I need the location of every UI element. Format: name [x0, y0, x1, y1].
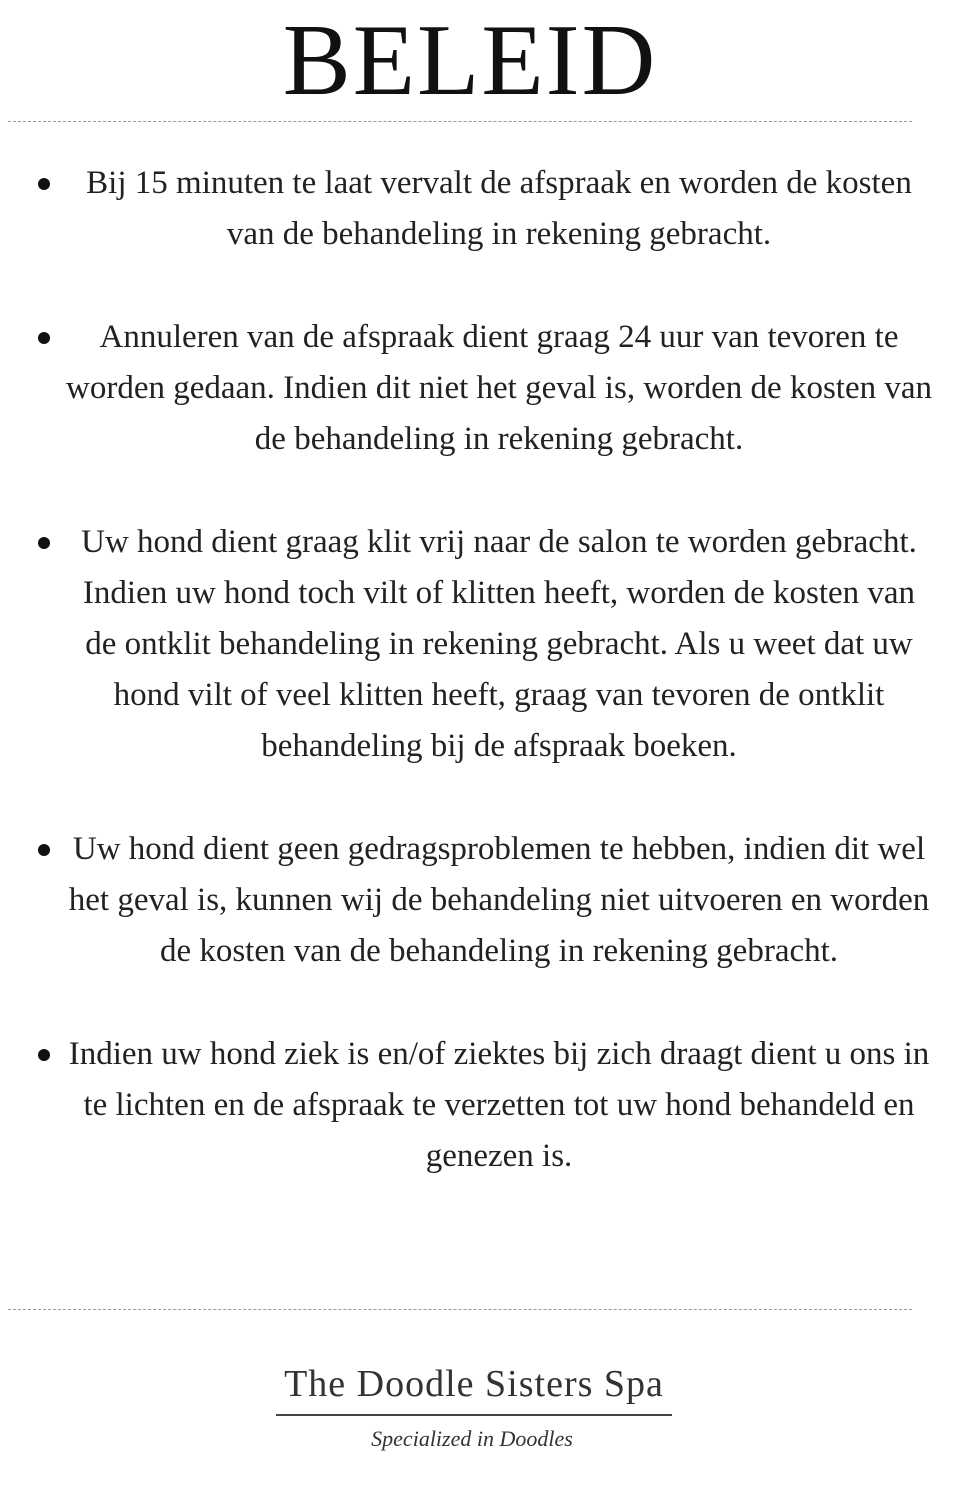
policy-text: Indien uw hond ziek is en/of ziektes bij zich draagt dient u ons in te lichten en de afspraak te verzetten tot uw hond behandeld en genezen is.: [68, 1036, 930, 1174]
policy-item-behavior: [0, 824, 960, 977]
policy-item-late-arrival: [0, 158, 960, 260]
brand-tagline: Specialized in Doodles: [371, 1426, 573, 1451]
policy-list: [0, 158, 960, 1234]
policy-text: Uw hond dient graag klit vrij naar de salon te worden gebracht. Indien uw hond toch vilt of klitten heeft, worden de kosten van de ontklit behandeling in rekening gebracht. Als u weet dat uw hond vilt of veel klitten heeft, graag van tevoren de ontklit behandeling bij de afspraak boeken.: [81, 524, 917, 764]
bullet-icon: [38, 537, 50, 549]
policy-text: Annuleren van de afspraak dient graag 24 uur van tevoren te worden gedaan. Indien dit niet het geval is, worden de kosten van de behandeling in rekening gebracht.: [66, 319, 932, 457]
top-divider: [8, 121, 912, 122]
bullet-icon: [38, 844, 50, 856]
bullet-icon: [38, 1049, 50, 1061]
brand-name: The Doodle Sisters Spa: [276, 1358, 672, 1416]
policy-text: Uw hond dient geen gedragsproblemen te hebben, indien dit wel het geval is, kunnen wij de behandeling niet uitvoeren en worden de kosten van de behandeling in rekening gebracht.: [68, 831, 930, 969]
bottom-divider: [8, 1309, 912, 1310]
policy-text: Bij 15 minuten te laat vervalt de afspraak en worden de kosten van de behandeling in rekening gebracht.: [86, 165, 912, 252]
bullet-icon: [38, 178, 50, 190]
page-title: BELEID: [282, 4, 658, 117]
brand-logo: [276, 1358, 672, 1454]
policy-item-illness: [0, 1029, 960, 1182]
bullet-icon: [38, 332, 50, 344]
policy-item-cancellation: [0, 312, 960, 465]
policy-item-matting: [0, 517, 960, 772]
